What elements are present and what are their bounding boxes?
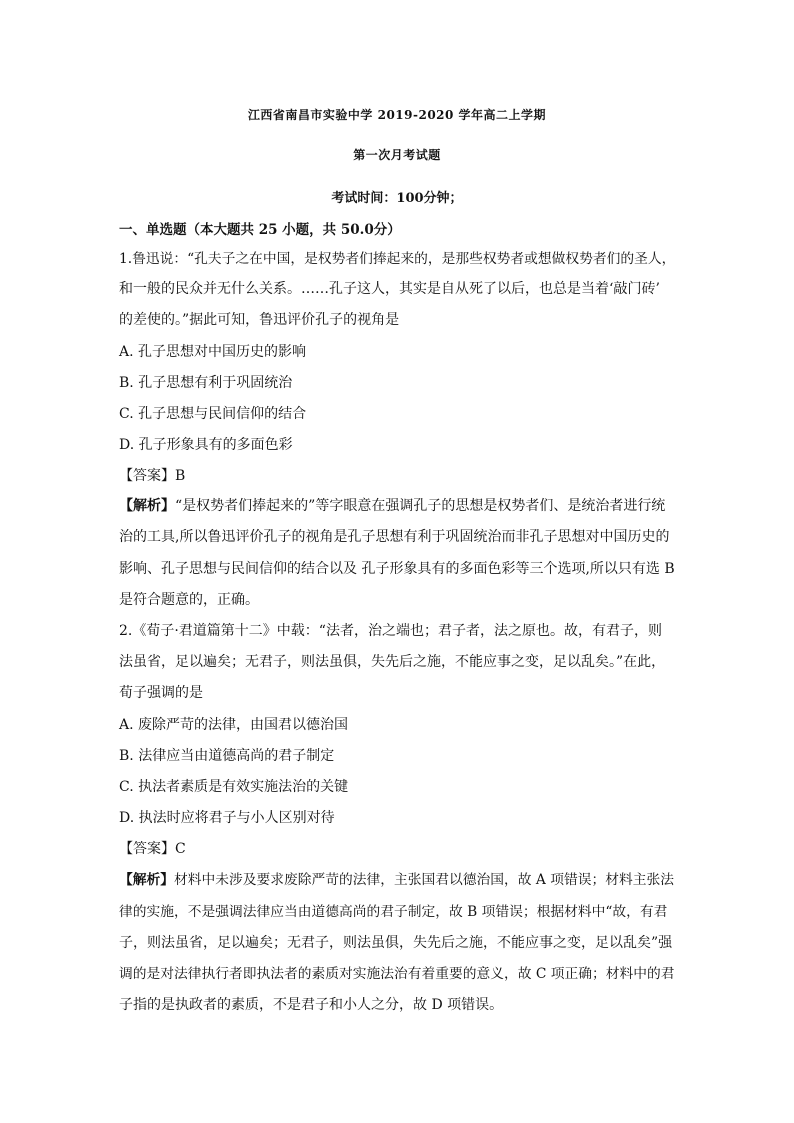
question-2-stem-line: 法虽省，足以遍矣；无君子，则法虽俱，失先后之施，不能应事之变，足以乱矣。”在此， (119, 654, 666, 670)
question-1-option-c: C. 孔子思想与民间信仰的结合 (119, 406, 307, 422)
question-2-stem-line: 荀子强调的是 (119, 685, 203, 701)
question-1-stem-line: 1.鲁迅说：“孔夫子之在中国，是权势者们捧起来的，是那些权势者或想做权势者们的圣人， (119, 251, 676, 267)
analysis-text: “是权势者们捧起来的”等字眼意在强调孔子的思想是权势者们、是统治者进行统 (175, 498, 666, 514)
question-2-option-b: B. 法律应当由道德高尚的君子制定 (119, 748, 335, 764)
question-2-option-d: D. 执法时应将君子与小人区别对待 (119, 810, 335, 826)
question-1-analysis-line (119, 497, 665, 515)
question-2-analysis-line: 律的实施，不是强调法律应当由道德高尚的君子制定，故 B 项错误；根据材料中“故，有君 (119, 904, 668, 920)
section-heading: 一、单选题（本大题共 25 小题，共 50.0分） (119, 222, 401, 238)
question-1-analysis-line: 是符合题意的，正确。 (119, 592, 259, 608)
question-2-analysis-line: 子，则法虽省，足以遍矣；无君子，则法虽俱，失先后之施，不能应事之变，足以乱矣”强 (119, 935, 673, 951)
exam-time: 考试时间：100分钟； (331, 191, 463, 206)
question-2-analysis-line (119, 871, 674, 889)
question-1-stem-line: 和一般的民众并无什么关系。……孔子这人，其实是自从死了以后，也总是当着‘敲门砖’ (119, 281, 660, 297)
question-1-answer: 【答案】B (119, 468, 186, 484)
analysis-label: 【解析】 (119, 872, 175, 888)
document-title: 江西省南昌市实验中学 2019-2020 学年高二上学期 (247, 108, 547, 122)
question-2-option-c: C. 执法者素质是有效实施法治的关键 (119, 779, 349, 795)
question-1-analysis-line: 影响、孔子思想与民间信仰的结合以及 孔子形象具有的多面色彩等三个选项,所以只有选 B (119, 561, 675, 577)
question-1-option-b: B. 孔子思想有利于巩固统治 (119, 375, 293, 391)
analysis-text: 材料中未涉及要求废除严苛的法律，主张国君以德治国，故 A 项错误；材料主张法 (174, 872, 674, 888)
question-2-analysis-line: 子指的是执政者的素质，不是君子和小人之分，故 D 项错误。 (119, 997, 504, 1013)
question-1-analysis-line: 治的工具,所以鲁迅评价孔子的视角是孔子思想有利于巩固统治而非孔子思想对中国历史的 (119, 529, 670, 545)
question-1-option-a: A. 孔子思想对中国历史的影响 (119, 344, 307, 360)
question-2-option-a: A. 废除严苛的法律，由国君以德治国 (119, 717, 349, 733)
question-2-stem-line: 2.《荀子·君道篇第十二》中载：“法者，治之端也；君子者，法之原也。故，有君子，则 (119, 623, 662, 639)
document-subtitle: 第一次月考试题 (353, 148, 441, 162)
question-2-analysis-line: 调的是对法律执行者即执法者的素质对实施法治有着重要的意义，故 C 项正确；材料中的君 (119, 966, 675, 982)
question-1-option-d: D. 孔子形象具有的多面色彩 (119, 437, 293, 453)
analysis-label: 【解析】 (119, 498, 175, 514)
question-1-stem-line: 的差使的。”据此可知，鲁迅评价孔子的视角是 (119, 312, 400, 328)
question-2-answer: 【答案】C (119, 841, 186, 857)
